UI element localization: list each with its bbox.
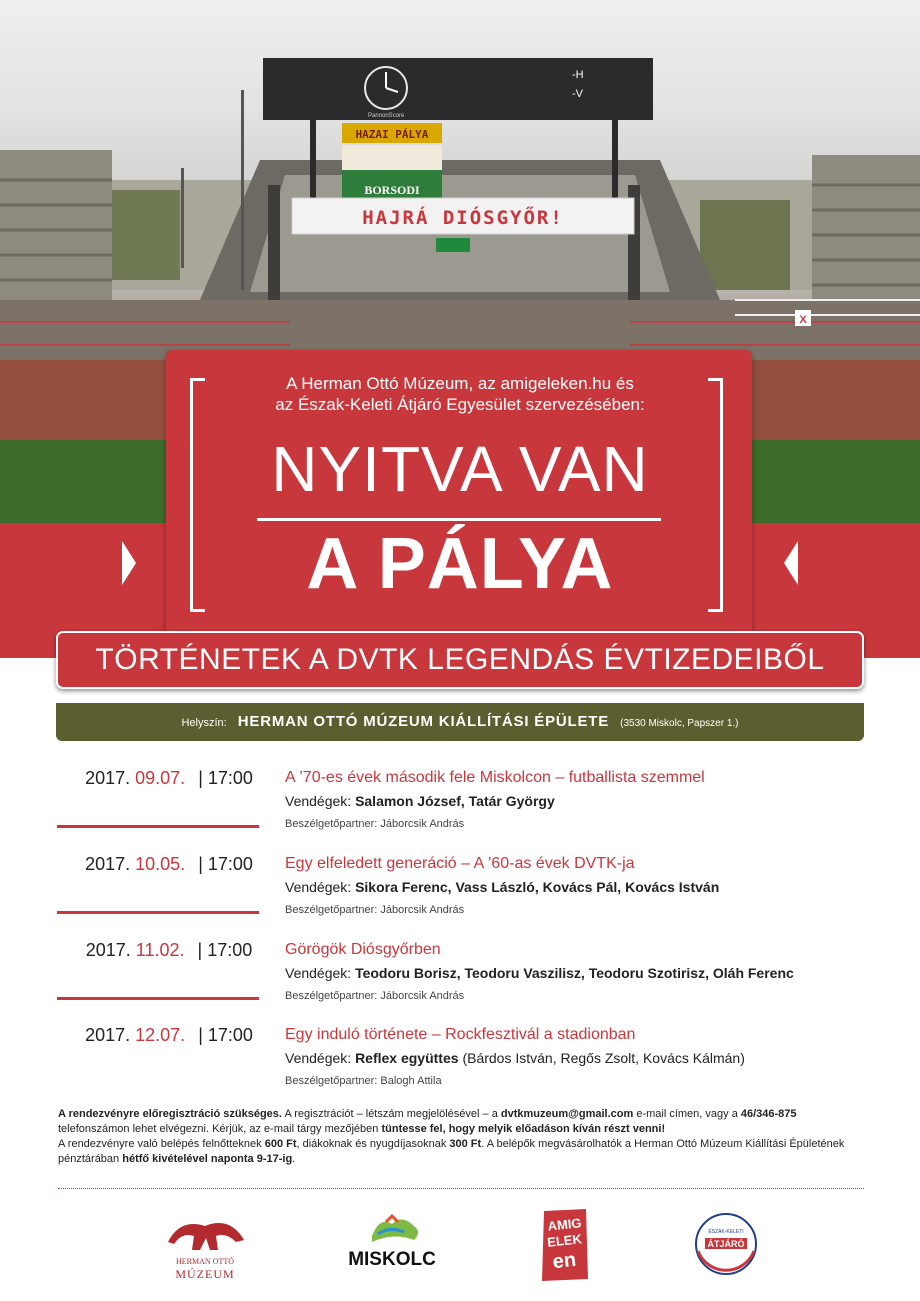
ticket-text-c: . A belépők megvásárolhatók a Herman Ottó Múzeum Kiállítási Épületének pénztárában: [58, 1138, 845, 1165]
registration-phone: 46/346-875: [740, 1108, 797, 1120]
partner-name: Jáborcsik András: [380, 990, 465, 1002]
miskolc-logo: [334, 1212, 452, 1272]
sign-hazai-palya-text: HAZAI PÁLYA: [355, 128, 429, 141]
eszak-keleti-atjaro-logo: [693, 1211, 759, 1277]
sign-board: [342, 145, 442, 170]
arrow-left-icon: [122, 541, 136, 585]
partner-label: Beszélgetőpartner:: [285, 818, 378, 830]
title-divider: [257, 518, 661, 521]
event-item: [0, 939, 920, 1025]
event-day: 11.02.: [135, 940, 185, 960]
event-date: [56, 853, 282, 875]
event-time: | 17:00: [198, 854, 253, 874]
logo-hom-line-2: MÚZEUM: [175, 1267, 235, 1281]
event-guests: [285, 963, 794, 983]
registration-paragraph: [58, 1107, 866, 1137]
guests-names: Reflex együttes: [355, 1050, 459, 1066]
event-year: 2017.: [85, 768, 131, 788]
event-guests: [285, 877, 719, 897]
guests-names: Sikora Ferenc, Vass László, Kovács Pál, Kovács István: [355, 879, 720, 895]
ticket-paragraph: [58, 1137, 866, 1167]
price-student: 300 Ft: [449, 1138, 482, 1150]
registration-note: tüntesse fel, hogy melyik előadáson kíván részt venni!: [381, 1123, 666, 1135]
organizer-line-1: A Herman Ottó Múzeum, az amigeleken.hu és: [286, 374, 634, 393]
page-title-line-2: A PÁLYA: [306, 524, 614, 604]
event-item: [0, 767, 920, 853]
event-year: 2017.: [85, 1025, 131, 1045]
sign-borsodi-text: BORSODI: [364, 183, 420, 197]
event-item: [0, 853, 920, 939]
ticket-text-end: .: [292, 1153, 296, 1165]
banner-hajra-text: HAJRÁ DIÓSGYŐR!: [362, 207, 564, 229]
location-label: Helyszín:: [181, 717, 227, 729]
scoreboard: [263, 58, 653, 120]
ticket-text-a: A rendezvényre való belépés felnőtteknek: [58, 1138, 262, 1150]
event-divider: [57, 911, 259, 914]
x-marker-text: X: [799, 314, 807, 326]
location-bar: [56, 703, 864, 741]
registration-required: A rendezvényre előregisztráció szükséges.: [58, 1108, 282, 1120]
partner-name: Jáborcsik András: [380, 904, 465, 916]
guests-label: Vendégek:: [285, 879, 352, 895]
subtitle-box: [56, 631, 864, 689]
scoreboard-home: -H: [572, 69, 584, 81]
scoreboard-visitor: -V: [572, 88, 583, 100]
exit-sign: [436, 238, 470, 252]
guests-names: Salamon József, Tatár György: [355, 793, 555, 809]
event-partner: [285, 902, 464, 918]
guests-label: Vendégek:: [285, 1050, 352, 1066]
logo-amig-2: ELEK: [546, 1231, 583, 1250]
logo-amig-3: en: [551, 1248, 578, 1274]
organizer-text: [200, 373, 720, 415]
event-partner: [285, 816, 464, 832]
event-divider: [57, 997, 259, 1000]
registration-text-b: e-mail címen, vagy a: [636, 1108, 738, 1120]
registration-info: [58, 1107, 866, 1167]
partner-label: Beszélgetőpartner:: [285, 904, 378, 916]
registration-text-c: telefonszámon lehet elvégezni. Kérjük, az e-mail tárgy mezőjében: [58, 1123, 379, 1135]
ticket-text-b: , diákoknak és nyugdíjasoknak: [296, 1138, 447, 1150]
logo-amig-1: AMIG: [546, 1215, 583, 1234]
event-day: 12.07.: [135, 1025, 186, 1045]
deer-emblem-icon: [168, 1223, 244, 1250]
opening-hours: hétfő kivételével naponta 9-17-ig: [122, 1153, 293, 1165]
event-divider: [57, 825, 259, 828]
event-guests: [285, 1048, 745, 1068]
event-title: Görögök Diósgyőrben: [285, 941, 441, 958]
tree-left: [110, 190, 180, 280]
guests-extra: (Bárdos István, Regős Zsolt, Kovács Kálmán): [462, 1050, 745, 1066]
scoreboard-brand: PannonScore: [368, 113, 405, 119]
event-date: [56, 767, 282, 789]
event-item: [0, 1024, 920, 1110]
event-partner: [285, 988, 464, 1004]
partner-name: Balogh Attila: [380, 1075, 442, 1087]
event-year: 2017.: [85, 854, 131, 874]
tree-right: [700, 200, 790, 290]
event-year: 2017.: [85, 940, 131, 960]
herman-otto-muzeum-logo: [160, 1212, 250, 1282]
event-date: [56, 1024, 282, 1046]
partner-label: Beszélgetőpartner:: [285, 1075, 378, 1087]
price-adult: 600 Ft: [264, 1138, 297, 1150]
event-title: Egy induló története – Rockfesztivál a stadionban: [285, 1026, 636, 1043]
partner-label: Beszélgetőpartner:: [285, 990, 378, 1002]
logo-miskolc-text: MISKOLC: [348, 1249, 436, 1270]
guests-names: Teodoru Borisz, Teodoru Vaszilisz, Teodoru Szotirisz, Oláh Ferenc: [355, 965, 794, 981]
event-time: | 17:00: [198, 768, 253, 788]
guests-label: Vendégek:: [285, 793, 352, 809]
location-venue: HERMAN OTTÓ MÚZEUM KIÁLLÍTÁSI ÉPÜLETE: [237, 713, 610, 730]
location-address: (3530 Miskolc, Papszer 1.): [620, 718, 739, 729]
event-day: 10.05.: [135, 854, 186, 874]
logo-hom-line-1: HERMAN OTTÓ: [176, 1257, 234, 1266]
subtitle: TÖRTÉNETEK A DVTK LEGENDÁS ÉVTIZEDEIBŐL: [95, 643, 825, 676]
event-partner: [285, 1073, 442, 1089]
event-date: [56, 939, 282, 961]
organizer-line-2: az Észak-Keleti Átjáró Egyesület szervezésében:: [275, 395, 645, 414]
event-day: 09.07.: [135, 768, 186, 788]
amigeleken-logo: [540, 1207, 590, 1283]
guests-label: Vendégek:: [285, 965, 352, 981]
arrow-right-icon: [784, 541, 798, 585]
logo-atjaro-main: ÁTJÁRÓ: [707, 1239, 745, 1249]
registration-text-a: A regisztrációt – létszám megjelölésével – a: [284, 1108, 498, 1120]
info-divider: [58, 1188, 864, 1189]
logo-atjaro-top: ÉSZAK-KELETI: [708, 1229, 744, 1235]
event-time: | 17:00: [198, 1025, 253, 1045]
registration-email[interactable]: dvtkmuzeum@gmail.com: [500, 1108, 634, 1120]
page-title-line-1: NYITVA VAN: [271, 433, 649, 505]
event-title: Egy elfeledett generáció – A ’60-as évek DVTK-ja: [285, 855, 635, 872]
partner-name: Jáborcsik András: [380, 818, 465, 830]
event-guests: [285, 791, 555, 811]
event-title: A ’70-es évek második fele Miskolcon – futballista szemmel: [285, 769, 705, 786]
event-time: | 17:00: [197, 940, 253, 960]
